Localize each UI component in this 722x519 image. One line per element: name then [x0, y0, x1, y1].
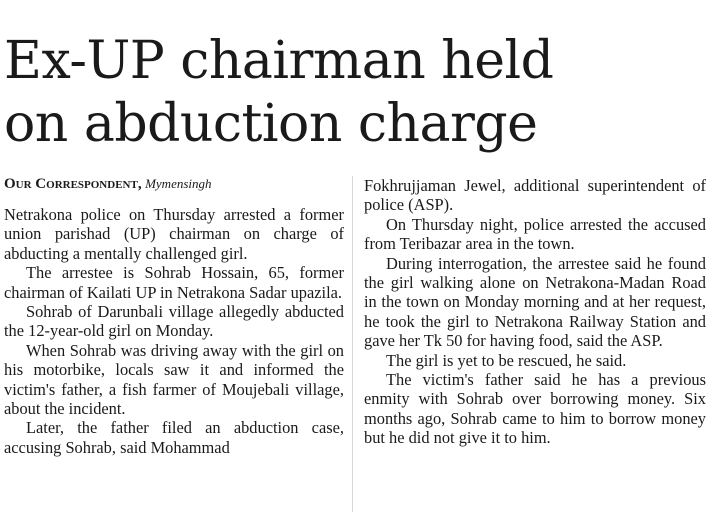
article-paragraph: Later, the father filed an abduction case, accusing Sohrab, said Mohammad — [4, 418, 344, 457]
article-paragraph: Netrakona police on Thursday arrested a former union parishad (UP) chairman on charge of abducting a mentally challenged girl. — [4, 205, 344, 263]
article-column-left — [4, 176, 344, 457]
article-paragraph: The arrestee is Sohrab Hossain, 65, former chairman of Kailati UP in Netrakona Sadar upazila. — [4, 263, 344, 302]
headline — [4, 30, 718, 156]
article-paragraph: Fokhrujjaman Jewel, additional superintendent of police (ASP). — [364, 176, 706, 215]
article-paragraph: On Thursday night, police arrested the accused from Teribazar area in the town. — [364, 214, 706, 254]
article-paragraph: The victim's father said he has a previous enmity with Sohrab over borrowing money. Six months ago, Sohrab came to him to borrow money but he did not give it to him. — [364, 370, 706, 448]
article-paragraph: When Sohrab was driving away with the girl on his motorbike, locals saw it and informed the victim's father, a fish farmer of Moujebali village, about the incident. — [4, 340, 344, 419]
headline-line-1: Ex-UP chairman held — [4, 31, 554, 91]
byline-author: Our Correspondent, — [4, 176, 142, 192]
byline — [4, 176, 344, 193]
article-paragraph: During interrogation, the arrestee said he found the girl walking alone on Netrakona-Madan Road in the town on Monday morning and at her request, he took the girl to Netrakona Railway Station and gave her Tk 50 for having food, said the ASP. — [364, 253, 706, 351]
column-divider — [352, 176, 353, 512]
article-paragraph: The girl is yet to be rescued, he said. — [386, 350, 627, 370]
article-column-right — [364, 176, 706, 448]
byline-location: Mymensingh — [145, 176, 212, 191]
headline-line-2: on abduction charge — [4, 94, 538, 154]
article-paragraph: Sohrab of Darunbali village allegedly abducted the 12-year-old girl on Monday. — [4, 302, 344, 341]
